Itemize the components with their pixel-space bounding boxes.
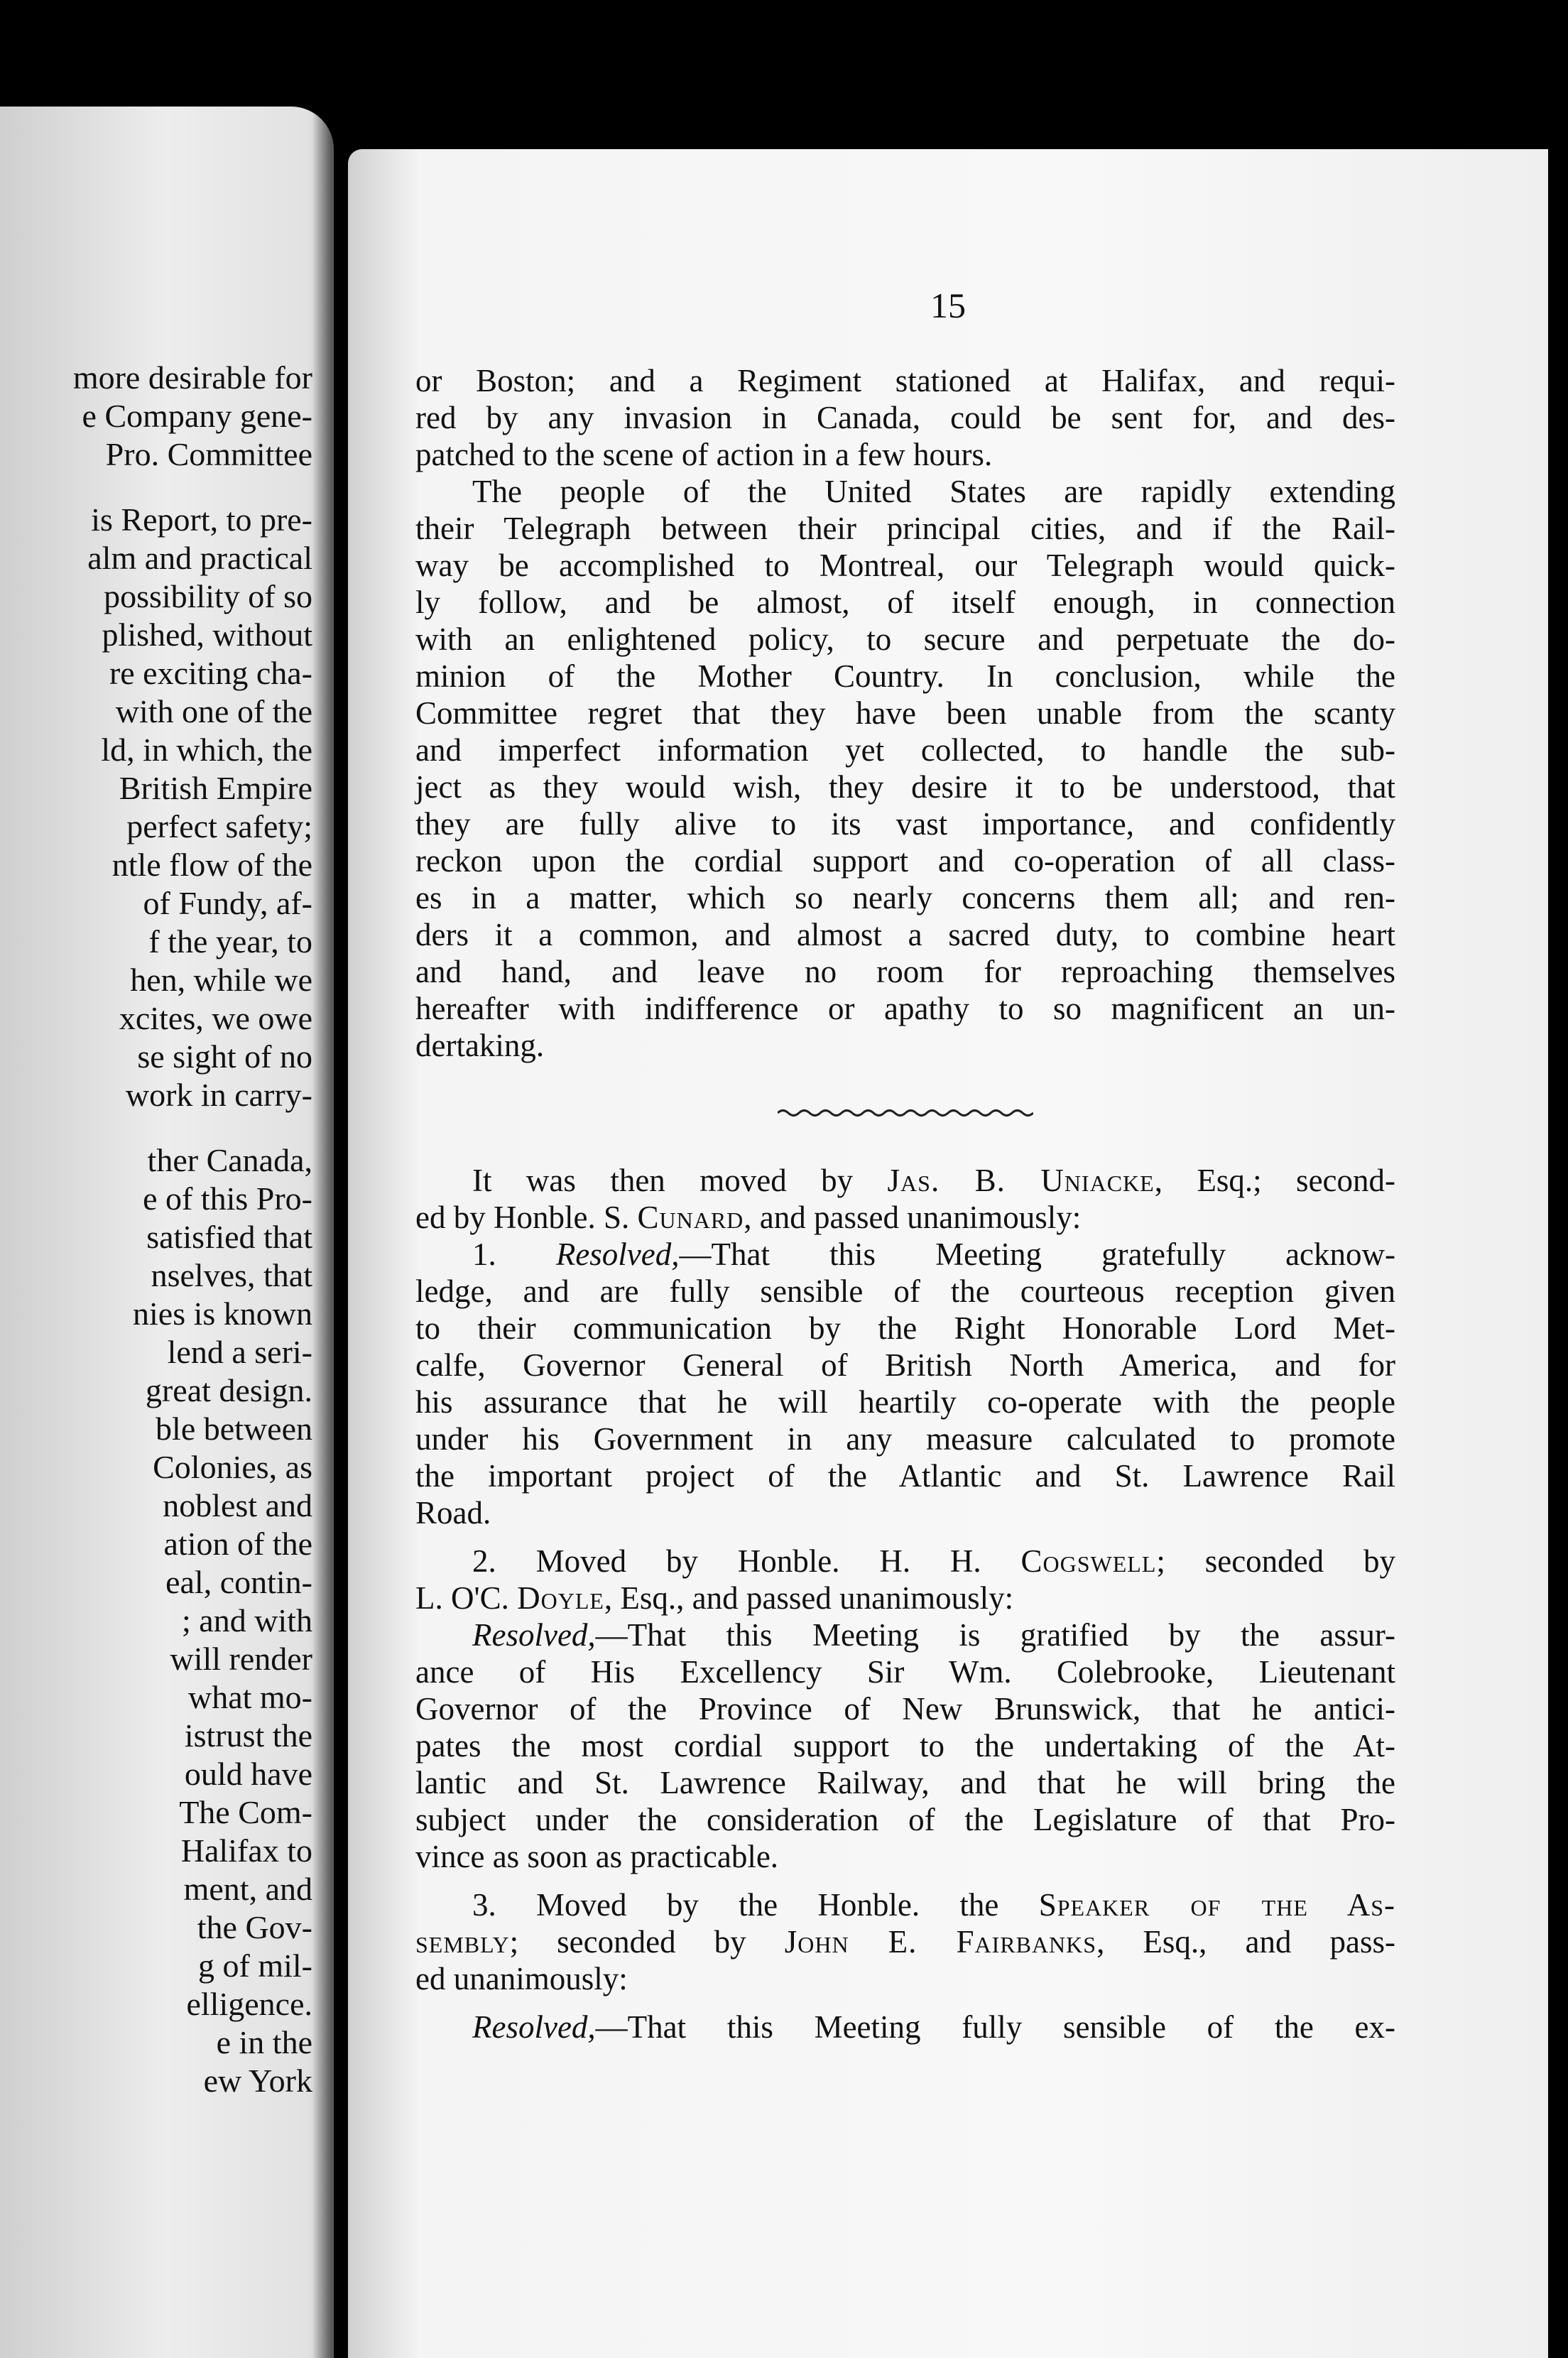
mover-name: sembly — [415, 1924, 510, 1960]
left-page-line: xcites, we owe — [119, 1000, 312, 1036]
text-line: Road. — [415, 1495, 491, 1531]
text-line: they are fully alive to its vast importance, and confidently — [415, 806, 1395, 842]
motion-text: L. O'C. — [415, 1580, 518, 1616]
text-line: way be accomplished to Montreal, our Telegraph would quick- — [415, 548, 1395, 583]
text-line: patched to the scene of action in a few hours. — [415, 437, 993, 472]
text-line: Committee regret that they have been unable from the scanty — [415, 695, 1395, 731]
text-line: his assurance that he will heartily co-operate with the people — [415, 1384, 1395, 1420]
text-line: lantic and St. Lawrence Railway, and that he will bring the — [415, 1765, 1395, 1800]
motion-text: 2. Moved by Honble. H. H. — [472, 1543, 1021, 1579]
motion-text: 3. Moved by the Honble. the — [472, 1887, 1039, 1923]
text-line: calfe, Governor General of British North America, and for — [415, 1347, 1395, 1383]
text-line: minion of the Mother Country. In conclusion, while the — [415, 658, 1395, 694]
ornamental-divider — [778, 1107, 1033, 1119]
left-page-line: ation of the — [163, 1526, 312, 1562]
left-page-line: ther Canada, — [147, 1142, 312, 1178]
left-page-line: Halifax to — [180, 1832, 312, 1869]
left-page-line: with one of the — [115, 693, 312, 729]
motion-intro-text: , Esq.; second- — [1154, 1163, 1395, 1198]
text-line: and imperfect information yet collected, to handle the sub- — [415, 732, 1395, 768]
text-line: ly follow, and be almost, of itself enough, in connection — [415, 585, 1395, 620]
motion-intro-text: , and passed unanimously: — [744, 1200, 1082, 1235]
text-line: under his Government in any measure calculated to promote — [415, 1421, 1395, 1457]
motion-text: , Esq., and passed unanimously: — [604, 1580, 1014, 1616]
motion-2 — [415, 1543, 1395, 1617]
text-line: and hand, and leave no room for reproaching themselves — [415, 954, 1395, 989]
motion-3 — [415, 1886, 1395, 1997]
mover-name: Cogswell — [1020, 1543, 1157, 1579]
left-page-line: noblest and — [163, 1487, 312, 1523]
left-page-line: ld, in which, the — [101, 732, 312, 768]
resolution-number: 1. — [472, 1237, 556, 1272]
text-line: dertaking. — [415, 1028, 545, 1063]
left-page-line: e of this Pro- — [143, 1180, 312, 1217]
left-page-line: of Fundy, af- — [143, 885, 312, 921]
resolved-label: Resolved, — [472, 2009, 596, 2045]
left-page-line: is Report, to pre- — [91, 501, 312, 538]
motion-text: ed unanimously: — [415, 1961, 628, 1996]
resolution-text: —That this Meeting gratefully acknow- — [679, 1237, 1395, 1272]
left-page-line: nselves, that — [151, 1257, 312, 1293]
page-body — [415, 362, 1395, 2045]
text-line: The people of the United States are rapidly extending — [472, 474, 1395, 509]
resolution-3 — [415, 2009, 1395, 2045]
right-page — [348, 149, 1548, 2358]
left-page-line: nies is known — [133, 1295, 312, 1332]
left-page-line: eal, contin- — [165, 1564, 312, 1600]
left-page-line: more desirable for — [72, 359, 312, 396]
left-page-line: se sight of no — [137, 1038, 312, 1075]
text-line: pates the most cordial support to the undertaking of the At- — [415, 1728, 1395, 1764]
left-page-line: great design. — [145, 1372, 312, 1408]
text-line: reckon upon the cordial support and co-operation of all class- — [415, 843, 1395, 879]
motion-intro — [415, 1162, 1395, 1236]
left-page-line: satisfied that — [146, 1219, 312, 1255]
resolution-1 — [415, 1236, 1395, 1531]
left-page-line: ew York — [203, 2063, 312, 2099]
left-page-text — [0, 359, 312, 2100]
motion-text: , Esq., and pass- — [1096, 1924, 1395, 1960]
text-line: with an enlightened policy, to secure and perpetuate the do- — [415, 621, 1395, 657]
left-page-line: e Company gene- — [82, 398, 312, 434]
left-page-line: perfect safety; — [126, 808, 312, 844]
text-line: ledge, and are fully sensible of the courteous reception given — [415, 1273, 1395, 1309]
text-line: hereafter with indifference or apathy to so magnificent an un- — [415, 991, 1395, 1026]
left-page-line: Colonies, as — [153, 1449, 312, 1485]
left-page-line: The Com- — [179, 1794, 312, 1830]
motion-text: ; seconded by — [1156, 1543, 1395, 1579]
left-page — [0, 107, 334, 2358]
text-line: ject as they would wish, they desire it to be understood, that — [415, 769, 1395, 805]
left-page-line: work in carry- — [125, 1077, 312, 1113]
paragraph-1 — [415, 362, 1395, 473]
left-page-line: the Gov- — [197, 1909, 312, 1945]
left-page-line: ntle flow of the — [111, 847, 312, 883]
seconder-name: Cunard — [637, 1200, 744, 1235]
text-line: vince as soon as practicable. — [415, 1839, 779, 1874]
resolution-2 — [415, 1617, 1395, 1875]
text-line: Governor of the Province of New Brunswick, that he antici- — [415, 1691, 1395, 1727]
left-page-line: elligence. — [186, 1986, 312, 2022]
motion-intro-text: ed by Honble. S. — [415, 1200, 638, 1235]
text-line: their Telegraph between their principal cities, and if the Rail- — [415, 511, 1395, 546]
seconder-name: Doyle — [517, 1580, 604, 1616]
left-page-line: plished, without — [102, 616, 312, 653]
left-page-line: hen, while we — [130, 962, 312, 998]
left-page-line: ment, and — [183, 1871, 312, 1907]
seconder-name: John E. Fairbanks — [784, 1924, 1097, 1960]
left-page-line: British Empire — [119, 770, 312, 806]
page-number: 15 — [930, 286, 966, 325]
text-line: ance of His Excellency Sir Wm. Colebrooke, Lieutenant — [415, 1654, 1395, 1690]
text-line: or Boston; and a Regiment stationed at Halifax, and requi- — [415, 363, 1395, 398]
paragraph-2 — [415, 473, 1395, 1064]
resolution-text: —That this Meeting is gratified by the assur- — [595, 1617, 1395, 1653]
left-page-line: ould have — [184, 1756, 312, 1792]
left-page-line: ; and with — [182, 1602, 312, 1639]
text-line: subject under the consideration of the Legislature of that Pro- — [415, 1802, 1395, 1837]
left-page-line: e in the — [216, 2024, 312, 2060]
text-line: es in a matter, which so nearly concerns them all; and ren- — [415, 880, 1395, 916]
text-line: the important project of the Atlantic and St. Lawrence Rail — [415, 1458, 1395, 1494]
motion-text: ; seconded by — [509, 1924, 785, 1960]
resolution-text: —That this Meeting fully sensible of the ex- — [595, 2009, 1395, 2045]
resolved-label: Resolved, — [555, 1237, 680, 1272]
left-page-line: alm and practical — [87, 540, 312, 576]
left-page-line: will render — [170, 1641, 312, 1677]
left-page-line: g of mil- — [198, 1947, 312, 1984]
left-page-line: istrust the — [184, 1717, 312, 1754]
text-line: to their communication by the Right Honorable Lord Met- — [415, 1310, 1395, 1346]
resolved-label: Resolved, — [472, 1617, 596, 1653]
left-page-line: f the year, to — [148, 923, 312, 960]
text-line: ders it a common, and almost a sacred duty, to combine heart — [415, 917, 1395, 952]
text-line: red by any invasion in Canada, could be sent for, and des- — [415, 400, 1395, 435]
left-page-line: lend a seri- — [167, 1334, 312, 1370]
motion-intro-text: It was then moved by — [472, 1163, 888, 1198]
left-page-line: what mo- — [187, 1679, 312, 1715]
mover-name: Speaker of the As- — [1038, 1887, 1395, 1923]
left-page-line: ble between — [156, 1411, 312, 1447]
left-page-line: possibility of so — [104, 578, 312, 614]
mover-name: Jas. B. Uniacke — [887, 1163, 1155, 1198]
left-page-line: re exciting cha- — [109, 655, 312, 691]
left-page-line: Pro. Committee — [105, 436, 312, 472]
